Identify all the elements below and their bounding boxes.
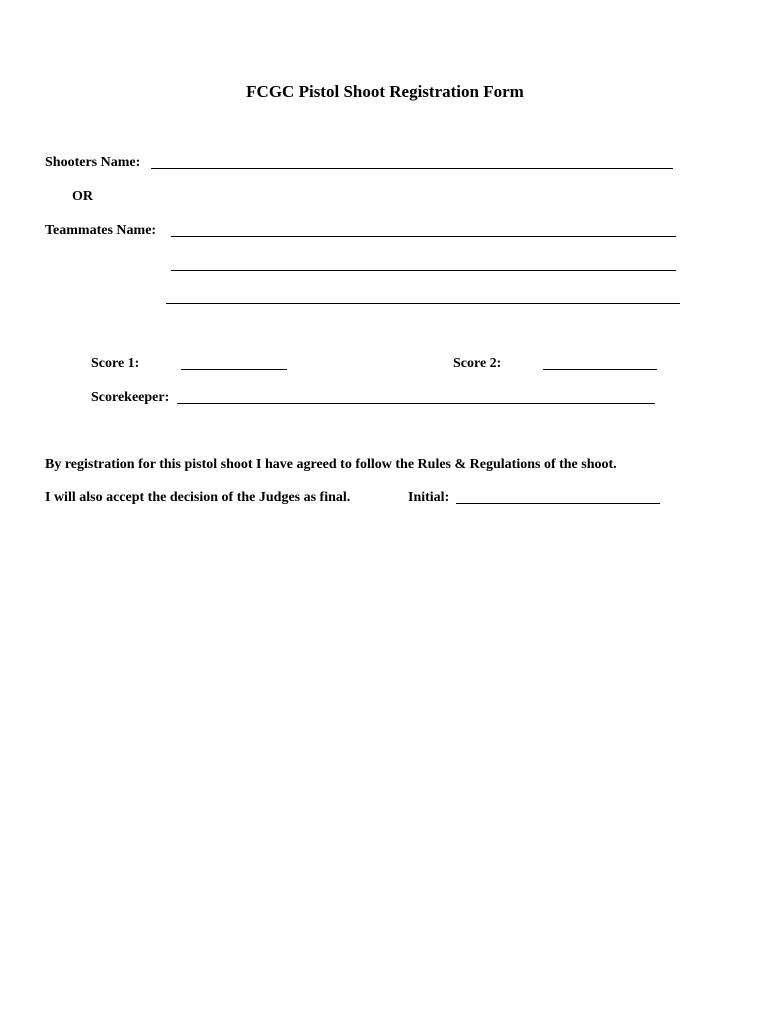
teammates-name-field-1[interactable] — [171, 236, 676, 237]
teammates-name-label: Teammates Name: — [45, 223, 157, 238]
shooters-name-field[interactable] — [151, 168, 673, 169]
score1-field[interactable] — [181, 369, 287, 370]
initial-label: Initial: — [408, 490, 450, 505]
teammates-name-field-2[interactable] — [171, 270, 676, 271]
judges-text: I will also accept the decision of the Judges as final. — [45, 490, 351, 505]
initial-field[interactable] — [456, 503, 660, 504]
agreement-text: By registration for this pistol shoot I have agreed to follow the Rules & Regulations of the shoot. — [45, 457, 617, 472]
shooters-name-label: Shooters Name: — [45, 155, 141, 170]
form-title: FCGC Pistol Shoot Registration Form — [246, 82, 524, 101]
teammates-name-field-3[interactable] — [166, 303, 680, 304]
score2-label: Score 2: — [453, 356, 502, 371]
score2-field[interactable] — [543, 369, 657, 370]
scorekeeper-field[interactable] — [177, 403, 655, 404]
or-label: OR — [72, 189, 93, 204]
scorekeeper-label: Scorekeeper: — [91, 390, 170, 405]
score1-label: Score 1: — [91, 356, 140, 371]
